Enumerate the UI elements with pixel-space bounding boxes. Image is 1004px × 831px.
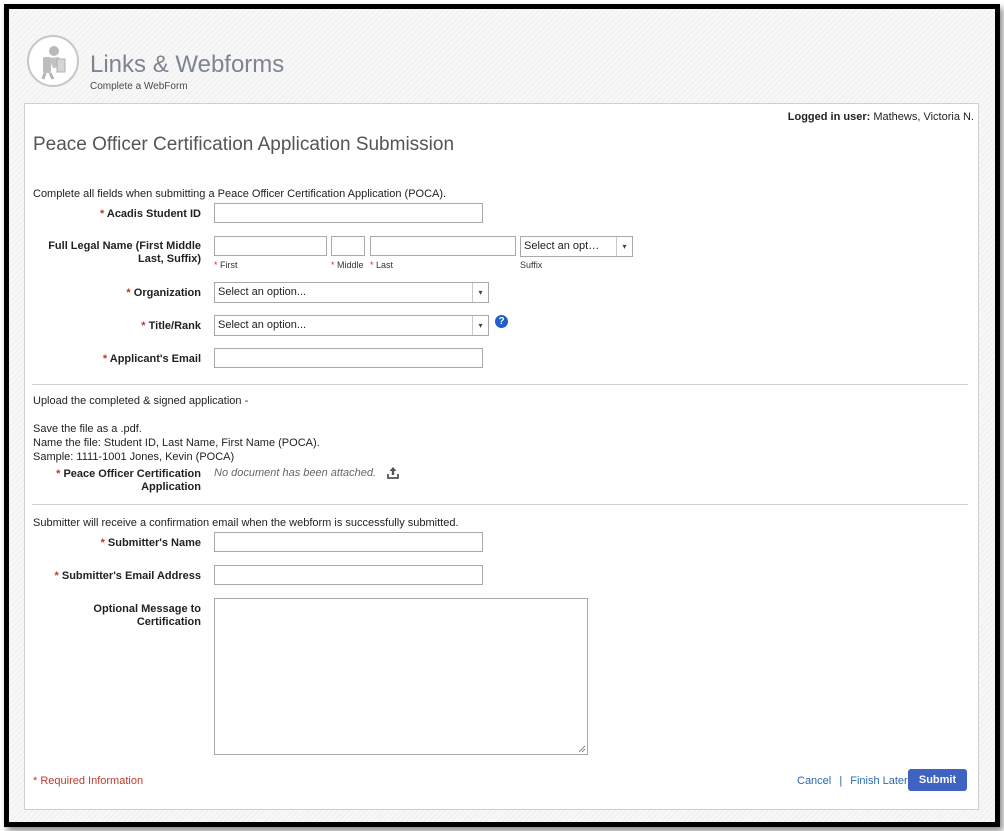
submitter-email-input[interactable]	[214, 565, 483, 585]
optional-message-textarea[interactable]	[214, 598, 588, 755]
form-panel	[24, 103, 979, 810]
last-name-input[interactable]	[370, 236, 516, 256]
page-title: Peace Officer Certification Application Submission	[33, 134, 455, 155]
app-logo-icon	[27, 35, 79, 87]
section-divider	[32, 504, 968, 505]
middle-caption: * Middle	[331, 260, 364, 270]
full-name-label: Full Legal Name (First Middle Last, Suffix)	[48, 240, 201, 265]
submitter-intro: Submitter will receive a confirmation email when the webform is successfully submitted.	[33, 517, 459, 529]
finish-later-link[interactable]: Finish Later	[850, 775, 908, 787]
submitter-name-input[interactable]	[214, 532, 483, 552]
logged-in-user-label: Logged in user:	[787, 111, 871, 123]
chevron-down-icon: ▾	[472, 316, 488, 335]
organization-label: * Organization	[126, 287, 201, 299]
suffix-caption: Suffix	[520, 260, 543, 270]
title-rank-select-value: Select an option...	[218, 319, 307, 331]
form-intro: Complete all fields when submitting a Peace Officer Certification Application (POCA).	[33, 188, 447, 200]
applicant-email-input[interactable]	[214, 348, 483, 368]
submit-button[interactable]: Submit	[908, 769, 967, 791]
first-name-input[interactable]	[214, 236, 327, 256]
resize-grip-icon[interactable]	[578, 745, 586, 753]
student-id-label: * Acadis Student ID	[99, 208, 201, 220]
title-rank-label: * Title/Rank	[141, 320, 201, 332]
suffix-select-value: Select an opt…	[524, 240, 600, 252]
submitter-name-label: * Submitter's Name	[100, 537, 201, 549]
middle-name-input[interactable]	[331, 236, 365, 256]
organization-select[interactable]	[214, 282, 489, 303]
footer-separator: |	[839, 775, 843, 787]
last-caption: * Last	[370, 260, 394, 270]
section-divider	[32, 384, 968, 385]
logged-in-user-name: Mathews, Victoria N.	[873, 111, 974, 123]
required-information-note: * Required Information	[33, 775, 144, 787]
app-subtitle: Complete a WebForm	[90, 81, 188, 92]
required-mark: *	[99, 208, 105, 220]
title-rank-select[interactable]	[214, 315, 489, 336]
window-frame	[4, 4, 1000, 827]
cancel-link[interactable]: Cancel	[797, 775, 832, 787]
chevron-down-icon: ▾	[472, 283, 488, 302]
app-title: Links & Webforms	[90, 51, 285, 78]
footer-actions	[797, 775, 908, 787]
upload-instruction: Save the file as a .pdf.	[33, 423, 142, 435]
upload-status: No document has been attached.	[214, 467, 377, 479]
poca-upload-label: * Peace Officer Certification Application	[56, 468, 201, 493]
submitter-email-label: * Submitter's Email Address	[54, 570, 201, 582]
organization-select-value: Select an option...	[218, 286, 307, 298]
help-circle-icon[interactable]: ?	[495, 315, 508, 328]
upload-icon[interactable]	[386, 466, 400, 483]
optional-message-label: Optional Message to Certification	[93, 603, 201, 628]
student-id-input[interactable]	[214, 203, 483, 223]
chevron-down-icon: ▾	[616, 237, 632, 256]
upload-instruction: Sample: 1111-1001 Jones, Kevin (POCA)	[33, 451, 235, 463]
logged-in-user	[788, 111, 974, 123]
upload-heading: Upload the completed & signed application -	[33, 395, 249, 407]
suffix-select[interactable]	[520, 236, 633, 257]
first-caption: * First	[214, 260, 238, 270]
upload-instruction: Name the file: Student ID, Last Name, First Name (POCA).	[33, 437, 320, 449]
applicant-email-label: * Applicant's Email	[102, 353, 201, 365]
